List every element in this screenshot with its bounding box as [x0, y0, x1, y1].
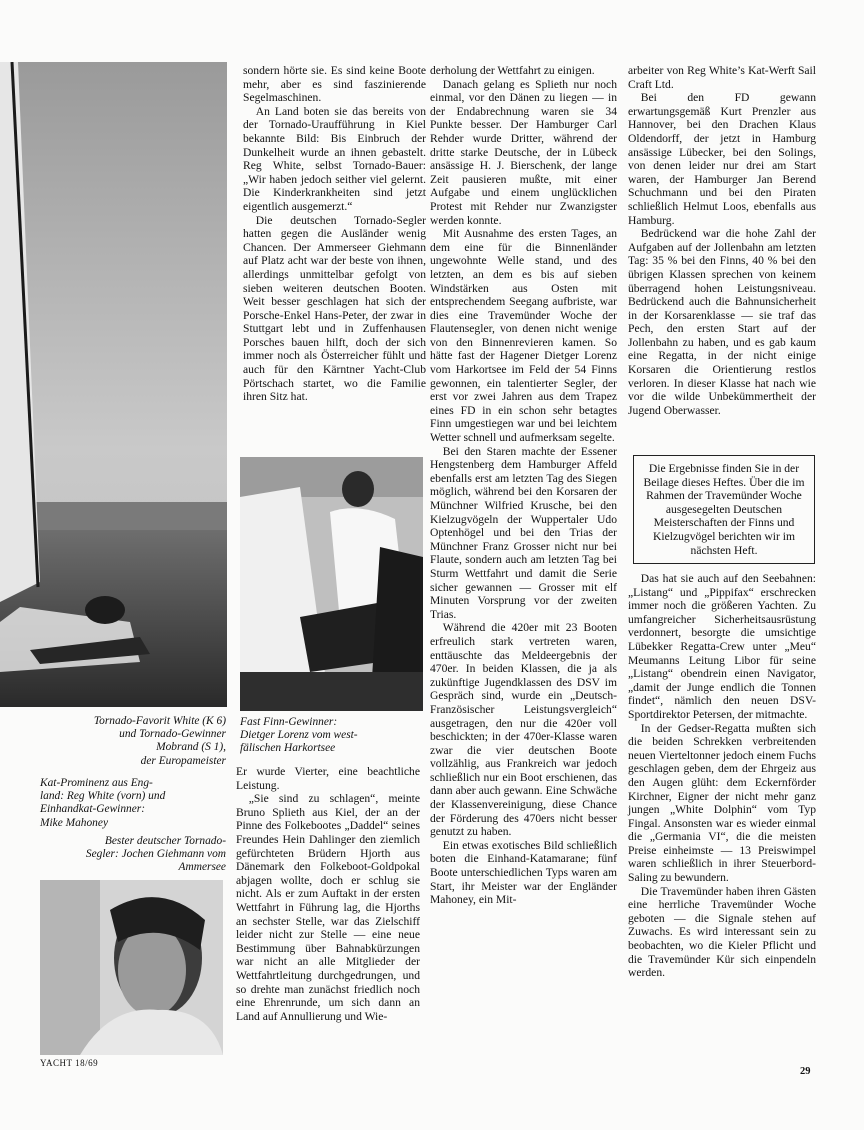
paragraph: Ein etwas exotisches Bild schließlich boten die Einhand-Katamarane; fünf Boote unterschiedlichen Typs waren am Start, ihr Meister war der Engländer Mahoney, ein Mit-: [430, 838, 617, 907]
giehmann-portrait-photo: [40, 880, 223, 1055]
paragraph: An Land boten sie das bereits von der Tornado-Uraufführung in Kiel bekannte Bild: Bis Einbruch der Dunkelheit wurde an ihnen gebastelt. Reg White, selbst Tornado-Bauer: „Wir haben jedoch seither viel gelernt. Die Kinderkrankheiten sind jetzt eigentlich ausgemerzt.“: [243, 104, 426, 213]
caption-line: Fast Finn-Gewinner:: [240, 716, 338, 728]
page-number: 29: [800, 1066, 811, 1077]
finn-winner-photo: [240, 457, 423, 711]
caption-line: Ammersee: [178, 861, 226, 874]
paragraph: sondern hörte sie. Es sind keine Boote mehr, aber es sind faszinierende Segelmaschinen.: [243, 64, 426, 105]
paragraph: Die deutschen Tornado-Segler hatten gegen die Ausländer wenig Chancen. Der Ammerseer Giehmann auf Platz acht war der beste von ihnen, allerdings unmittelbar gefolgt von sieben weiteren deutschen Booten. Weit besser geschlagen hat sich der Porsche-Enkel Hans-Peter, der zwar in Stuttgart lebt und in Zuffenhausen Porsches bauen hilft, doch der sich immer noch als Österreicher fühlt und auch für den Kärntner Yacht-Club Pörtschach startet, wo die Familie ihren Sitz hat.: [243, 213, 426, 404]
paragraph: In der Gedser-Regatta mußten sich die beiden Schrekken verbreitenden neuen Vierteltonner jedoch einem Fuchs geschlagen geben, dem der Ehrgeiz aus den Augen glüht: dem Eckernförder Kirchner, Eigner der nicht mehr ganz jungen „White Dolphin“ vom Typ Fingal. Ansonsten war es wieder einmal die „Germania VI“, die die meisten Preise einheimste — 13 Preiswimpel waren schließlich in ihrer Steuerbord-Saling zu bewundern.: [628, 721, 816, 885]
caption-line: land: Reg White (vorn) und: [40, 790, 166, 803]
sailing-photo-caption: [40, 715, 226, 768]
magazine-issue-footer: YACHT 18/69: [40, 1058, 99, 1068]
paragraph: derholung der Wettfahrt zu einigen.: [430, 64, 595, 77]
caption-line: fälischen Harkortsee: [240, 742, 336, 755]
paragraph: Das hat sie auch auf den Seebahnen: „Listang“ und „Pippifax“ erschrecken immer noch die größeren Yachten. Zu umfangreicher Sicherheitsausrüstung verdonnert, besorgte die umsichtige Lübekker Regatta-Crew unter „Meu“ Meumanns Leitung Libor für seine „Listang“ obendrein einen Navigator, „damit der Junge endlich die Tonnen findet“, nämlich den neuen DSV-Sportdirektor Petersen, der mitmachte.: [628, 572, 816, 721]
results-note-text: Die Ergebnisse finden Sie in der Beilage dieses Heftes. Über die im Rahmen der Travemünder Woche ausgesegelten Deutschen Meisterschaften der Finns und Kielzugvögel berichten wir im nächsten Heft.: [643, 462, 805, 557]
paragraph: „Sie sind zu schlagen“, meinte Bruno Splieth aus Kiel, der an der Pinne des Folkebootes „Daddel“ seines Freundes Hein Dahlinger den ziemlich gefürchteten Brüdern Hjorth aus Dänemark den Folkeboot-Goldpokal abjagen wollte, doch er schlug sie nicht. Als er zum Auftakt in der ersten Wettfahrt in Führung lag, die Hjorths an sechster Stelle, war das Zielschiff leider nicht zur Stelle — eine neue Bestimmung über Bahnabkürzungen war nicht an alle Mitglieder der Wettfahrtleitung durchgedrungen, und so drehte man zunächst friedlich noch eine Ehrenrunde, um sich dann an Land auf Annullierung und Wie-: [236, 792, 420, 1023]
caption-line: Tornado-Favorit White (K 6): [93, 715, 226, 727]
paragraph: Die Travemünder haben ihren Gästen eine herrliche Travemünder Woche geboten — die Signale stehen auf Zuwachs. Es wird interessant sein zu beobachten, wo die Kieler Pflicht und die Travemünder Kür sich einpendeln werden.: [628, 884, 816, 980]
paragraph: Danach gelang es Splieth nur noch einmal, vor den Dänen zu liegen — in der Endabrechnung waren sie 34 Punkte besser. Der Hamburger Carl Rehder wurde Dritter, während der dritte starke Deutsche, der in Lübeck ansässige H. J. Bierschenk, der lange Zeit pausieren mußte, mit einer Aufgabe und einem unglücklichen Protest mit Rehder nur Zwanzigster werden konnte.: [430, 77, 617, 227]
giehmann-caption: [40, 835, 226, 875]
caption-line: Bester deutscher Tornado-: [104, 835, 226, 847]
article-column-3: [430, 64, 617, 907]
paragraph: Bedrückend war die hohe Zahl der Aufgaben auf der Jollenbahn am letzten Tag: 35 % bei den Finns, 40 % bei den übrigen Klassen sprechen von keinem überragend hohen Leistungsniveau. Bedrückend auch die Bahnunsicherheit in der Korsarenklasse — sie traf das Pech, den ersten Start auf der Jollenbahn zu haben, und es gab kaum eine Regatta, in der nicht einige Korsaren die Orientierung restlos verloren. In dieser Klasse hat nach wie vor die wilde Unbekümmertheit der Jugend Oberwasser.: [628, 227, 816, 417]
paragraph: arbeiter von Reg White’s Kat-Werft Sail Craft Ltd.: [628, 64, 816, 91]
caption-line: Mobrand (S 1),: [156, 741, 226, 754]
kat-caption: [40, 777, 226, 830]
tornado-catamaran-photo: [0, 62, 227, 707]
caption-line: der Europameister: [140, 754, 226, 767]
results-note-box: [633, 455, 815, 564]
caption-line: Kat-Prominenz aus Eng-: [40, 777, 153, 789]
caption-line: Dietger Lorenz vom west-: [240, 729, 358, 742]
finn-caption: [240, 716, 426, 756]
caption-line: Einhandkat-Gewinner:: [40, 803, 146, 816]
article-column-2-top: [243, 64, 426, 404]
paragraph: Bei den Staren machte der Essener Hengstenberg dem Hamburger Affeld ebenfalls erst am letzten Tag des Siegen möglich, während bei den Korsaren der Münchner Wilfried Krusche, bei den Kielzugvögeln der Wuppertaler Udo Optenhögel und bei den Trias der Münchner Franz Grosser nicht nur bei Flaute, sondern auch am letzten Tag bei Sturm Wettfahrt und damit die Serie sicher gewannen — Grosser mit elf Minuten Vorsprung vor der zweiten Trias.: [430, 444, 617, 621]
paragraph: Während die 420er mit 23 Booten erfreulich stark vertreten waren, enttäuschte das Meldeergebnis der 470er. In beiden Klassen, die ja als zukünftige Jugendklassen des DSV im Gespräch sind, wurde ein „Deutsch-Französischer Leistungsvergleich“ ausgetragen, den nur die 420er voll beschickten; in der 470er-Klasse waren zwar die vier deutschen Boote vollzählig, aus Frankreich war jedoch schließlich nur ein Boot erschienen, das dann aber auch gewann. Eine Schwäche der Klassenvereinigung, diese Chance der Förderung des 470ers nicht besser genutzt zu haben.: [430, 621, 617, 839]
paragraph: Mit Ausnahme des ersten Tages, an dem eine für die Binnenländer ungewohnte Welle stand, und des letzten, an dem es bis auf sieben Windstärken aus Osten mit entsprechendem Seegang aufbriste, war dies eine Travemünder Woche der Flautensegler, von denen nicht wenige von den Binnenrevieren kamen. So hätte fast der Hagener Dietger Lorenz vom Harkortsee im Feld der 54 Finns gewonnen, ein talentierter Segler, der erst vor zwei Jahren aus dem Trapez eines FD in ein schon sehr betagtes Finn umgestiegen war und bei leichtem Wetter schnell und aufmerksam segelte.: [430, 227, 617, 445]
caption-line: Mike Mahoney: [40, 816, 108, 829]
paragraph: Er wurde Vierter, eine beachtliche Leistung.: [236, 765, 420, 792]
article-column-4-bottom: [628, 572, 816, 980]
paragraph: Bei den FD gewann erwartungsgemäß Kurt Prenzler aus Hannover, bei den Drachen Klaus Oldendorff, der jetzt in Hamburg ansässige Lübecker, bei den Solings, von denen leider nur drei am Start waren, der Hamburger Jan Berend Schuchmann und bei den Piraten schließlich Helmut Loos, ebenfalls aus Hamburg.: [628, 91, 816, 227]
caption-line: und Tornado-Gewinner: [119, 728, 226, 741]
article-column-4-top: [628, 64, 816, 417]
article-column-2-bottom: [236, 765, 420, 1023]
caption-line: Segler: Jochen Giehmann vom: [85, 848, 226, 861]
